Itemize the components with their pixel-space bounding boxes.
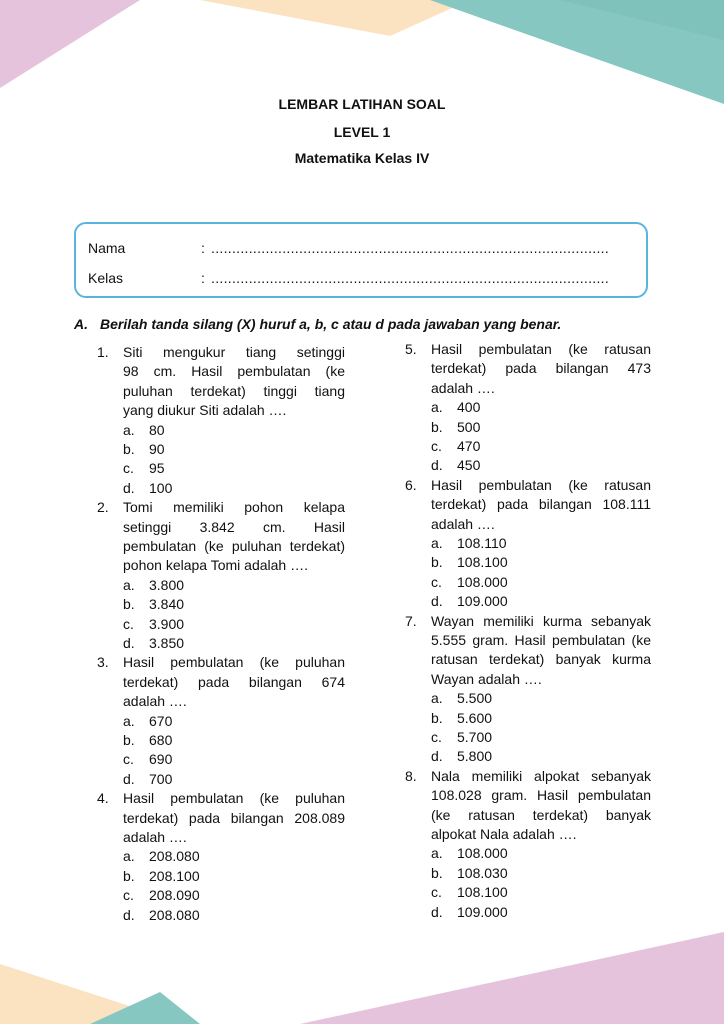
class-label: Kelas [88, 270, 124, 286]
question-text-line: terdekat) pada bilangan 208.089 [123, 809, 345, 826]
question-text-line: terdekat) pada bilangan 473 [431, 360, 651, 377]
question-text [123, 653, 345, 711]
question-item [405, 476, 651, 612]
question-number: 6. [405, 476, 417, 493]
option-letter: d. [123, 770, 135, 787]
question-text [123, 498, 345, 576]
question-text-line: Wayan memiliki kurma sebanyak [431, 612, 651, 629]
question-text [431, 767, 651, 845]
question-item [97, 343, 345, 498]
question-item [97, 653, 345, 789]
option-letter: a. [123, 576, 135, 593]
option-value: 5.800 [457, 748, 493, 765]
option-value: 108.100 [457, 884, 508, 901]
question-text [431, 340, 651, 398]
option-letter: b. [431, 554, 443, 571]
option-item[interactable] [123, 847, 345, 866]
question-item [97, 498, 345, 653]
option-value: 90 [149, 441, 165, 458]
question-text-line: terdekat) pada bilangan 674 [123, 673, 345, 690]
option-item[interactable] [123, 886, 345, 905]
option-letter: d. [431, 457, 443, 474]
name-field[interactable]: ............................................................................................... [211, 240, 610, 256]
option-letter: c. [431, 438, 442, 454]
options-list [97, 712, 345, 790]
option-item[interactable] [431, 689, 651, 708]
option-letter: b. [123, 441, 135, 458]
option-value: 400 [457, 399, 481, 416]
section-letter: A. [74, 316, 88, 332]
option-letter: b. [123, 731, 135, 748]
question-number: 3. [97, 654, 109, 671]
class-field[interactable]: ............................................................................................... [211, 270, 610, 286]
option-letter: c. [431, 573, 442, 590]
question-text-line: pohon kelapa Tomi adalah …. [123, 557, 308, 574]
option-value: 5.600 [457, 709, 493, 726]
option-item[interactable] [431, 728, 651, 747]
question-text [123, 789, 345, 847]
option-item[interactable] [123, 770, 345, 789]
question-text-line: puluhan terdekat) tinggi tiang [123, 382, 345, 399]
options-list [405, 534, 651, 612]
option-value: 3.800 [149, 576, 185, 593]
question-item [97, 789, 345, 925]
option-value: 470 [457, 438, 481, 454]
options-list [405, 844, 651, 922]
option-value: 3.850 [149, 634, 185, 651]
option-letter: c. [123, 887, 134, 904]
subject-label: Matematika Kelas IV [294, 150, 430, 166]
option-item[interactable] [123, 459, 345, 478]
option-item[interactable] [431, 437, 651, 456]
option-value: 500 [457, 418, 481, 435]
option-letter: c. [431, 884, 442, 901]
question-text-line: Nala memiliki alpokat sebanyak [431, 767, 651, 784]
name-label: Nama [88, 240, 126, 256]
option-value: 108.030 [457, 864, 508, 881]
option-item[interactable] [123, 906, 345, 925]
option-item[interactable] [123, 479, 345, 498]
question-text-line: setinggi 3.842 cm. Hasil [123, 518, 345, 535]
option-value: 208.080 [149, 906, 200, 923]
option-value: 5.700 [457, 728, 493, 745]
option-letter: d. [431, 593, 443, 610]
option-item[interactable] [123, 867, 345, 886]
option-letter: d. [123, 906, 135, 923]
pink-corner-top-left [0, 0, 140, 88]
option-letter: d. [123, 634, 135, 651]
option-item[interactable] [123, 421, 345, 440]
option-item[interactable] [123, 576, 345, 595]
option-item[interactable] [123, 595, 345, 614]
option-value: 208.080 [149, 848, 200, 865]
option-letter: a. [123, 848, 135, 865]
option-value: 3.840 [149, 596, 185, 613]
option-item[interactable] [431, 573, 651, 592]
option-letter: a. [431, 535, 443, 551]
option-item[interactable] [431, 553, 651, 572]
option-item[interactable] [431, 456, 651, 475]
option-letter: a. [431, 690, 443, 707]
option-item[interactable] [431, 883, 651, 902]
question-item [405, 340, 651, 476]
question-text-line: 98 cm. Hasil pembulatan (ke [123, 363, 345, 380]
question-text-line: terdekat) pada bilangan 108.111 [431, 496, 651, 513]
option-letter: a. [123, 421, 135, 438]
option-item[interactable] [123, 731, 345, 750]
option-letter: c. [123, 615, 134, 632]
question-text-line: adalah …. [123, 828, 187, 845]
options-list [405, 689, 651, 767]
question-text-line: Hasil pembulatan (ke puluhan [123, 790, 345, 807]
option-item[interactable] [431, 709, 651, 728]
question-item [405, 767, 651, 922]
option-letter: b. [123, 867, 135, 884]
questions-left-column [97, 343, 345, 925]
option-value: 100 [149, 479, 173, 496]
option-value: 208.100 [149, 867, 200, 884]
question-text [431, 476, 651, 534]
option-value: 680 [149, 731, 173, 748]
option-value: 108.000 [457, 573, 508, 590]
question-text-line: Hasil pembulatan (ke ratusan [431, 476, 651, 493]
page-title: LEMBAR LATIHAN SOAL [278, 96, 446, 112]
option-letter: a. [431, 399, 443, 416]
question-text-line: adalah …. [123, 693, 187, 710]
option-value: 108.110 [457, 535, 507, 551]
option-value: 95 [149, 460, 165, 477]
option-letter: d. [431, 903, 443, 920]
option-value: 700 [149, 770, 173, 787]
option-item[interactable] [123, 750, 345, 769]
question-number: 8. [405, 767, 417, 784]
option-item[interactable] [431, 534, 651, 553]
question-text-line: adalah …. [431, 515, 495, 532]
option-item[interactable] [431, 398, 651, 417]
option-value: 108.000 [457, 845, 508, 862]
question-number: 2. [97, 499, 109, 516]
section-instruction [74, 316, 561, 332]
question-number: 4. [97, 790, 109, 807]
option-value: 109.000 [457, 903, 508, 920]
option-value: 690 [149, 751, 173, 768]
question-text-line: ratusan terdekat) banyak kurma [431, 651, 651, 668]
level-label: LEVEL 1 [333, 124, 391, 140]
option-value: 450 [457, 457, 481, 474]
option-item[interactable] [123, 440, 345, 459]
identity-box [74, 222, 648, 298]
option-value: 80 [149, 421, 165, 438]
option-letter: b. [431, 418, 443, 435]
option-letter: d. [431, 748, 443, 765]
question-text-line: yang diukur Siti adalah …. [123, 402, 287, 419]
option-item[interactable] [431, 903, 651, 922]
option-value: 109.000 [457, 593, 508, 610]
option-item[interactable] [431, 592, 651, 611]
option-value: 108.100 [457, 554, 508, 571]
options-list [405, 398, 651, 476]
options-list [97, 576, 345, 654]
question-text [123, 343, 345, 421]
section-instruction-text: Berilah tanda silang (X) huruf a, b, c atau d pada jawaban yang benar. [100, 316, 562, 332]
question-text-line: Hasil pembulatan (ke puluhan [123, 654, 345, 671]
option-item[interactable] [123, 634, 345, 653]
question-text-line: Hasil pembulatan (ke ratusan [431, 341, 651, 357]
option-item[interactable] [431, 844, 651, 863]
question-text-line: adalah …. [431, 379, 495, 396]
question-text-line: 5.555 gram. Hasil pembulatan (ke [431, 631, 651, 648]
question-text-line: alpokat Nala adalah …. [431, 825, 577, 842]
question-number: 7. [405, 612, 417, 629]
option-item[interactable] [431, 418, 651, 437]
question-text [431, 612, 651, 690]
peach-strip-top [200, 0, 470, 36]
question-number: 1. [97, 344, 109, 360]
question-text-line: 108.028 gram. Hasil pembulatan [431, 787, 651, 804]
option-value: 5.500 [457, 690, 493, 707]
option-letter: c. [123, 460, 134, 477]
pink-corner-bottom-right [300, 932, 724, 1024]
class-colon: : [201, 270, 205, 286]
option-letter: a. [431, 845, 443, 862]
option-item[interactable] [123, 712, 345, 731]
option-letter: c. [123, 751, 134, 768]
question-text-line: Siti mengukur tiang setinggi [123, 344, 345, 360]
options-list [97, 847, 345, 925]
option-letter: b. [123, 596, 135, 613]
option-letter: b. [431, 709, 443, 726]
name-colon: : [201, 240, 205, 256]
option-item[interactable] [431, 864, 651, 883]
option-value: 208.090 [149, 887, 200, 904]
option-value: 3.900 [149, 615, 185, 632]
option-item[interactable] [123, 615, 345, 634]
option-letter: a. [123, 712, 135, 729]
question-number: 5. [405, 341, 417, 357]
question-text-line: (ke ratusan terdekat) banyak [431, 806, 651, 823]
question-text-line: Wayan adalah …. [431, 670, 542, 687]
option-letter: d. [123, 479, 135, 496]
option-value: 670 [149, 712, 173, 729]
option-letter: b. [431, 864, 443, 881]
options-list [97, 421, 345, 499]
question-text-line: pembulatan (ke puluhan terdekat) [123, 538, 345, 554]
question-text-line: Tomi memiliki pohon kelapa [123, 499, 345, 516]
question-item [405, 612, 651, 767]
option-item[interactable] [431, 747, 651, 766]
questions-right-column [405, 340, 651, 922]
option-letter: c. [431, 728, 442, 745]
